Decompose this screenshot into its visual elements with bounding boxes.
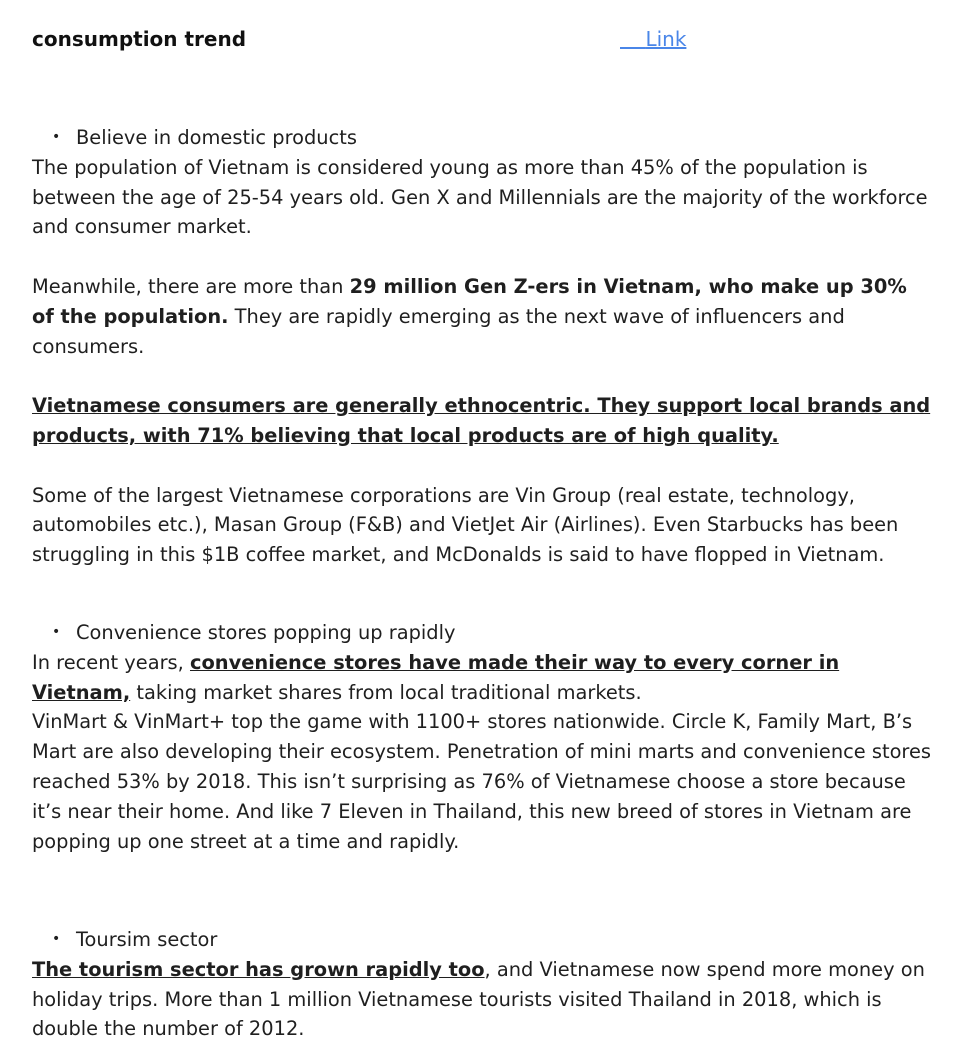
paragraph-ethnocentric <box>32 391 932 451</box>
bullet-convenience-stores: • Convenience stores popping up rapidly <box>32 618 932 648</box>
ethnocentric-highlight: Vietnamese consumers are generally ethnocentric. They support local brands and products, with 71% believing that local products are of high quality. <box>32 394 931 447</box>
gen-z-text-pre: Meanwhile, there are more than <box>32 274 350 298</box>
paragraph-corporations: Some of the largest Vietnamese corporations are Vin Group (real estate, technology, automobiles etc.), Masan Group (F&B) and VietJet Air (Airlines). Even Starbucks has been struggling in this $1B coffee market, and McDonalds is said to have flopped in Vietnam. <box>32 483 899 567</box>
gen-z-text-post: They are rapidly emerging as the next wave of influencers and consumers. <box>32 304 845 358</box>
link[interactable] <box>620 27 686 51</box>
document-body <box>32 123 932 1044</box>
gen-z-highlight: 29 million Gen Z-ers in Vietnam, who make up 30% of the population. <box>32 274 907 328</box>
convenience-text-post: taking market shares from local traditional markets. <box>130 680 642 704</box>
paragraph-convenience-stores <box>32 648 932 708</box>
tourism-highlight: The tourism sector has grown rapidly too <box>32 957 485 981</box>
paragraph-tourism <box>32 955 932 1044</box>
paragraph-gen-z <box>32 272 932 361</box>
convenience-highlight: convenience stores have made their way to every corner in Vietnam, <box>32 650 840 704</box>
bullet-tourism-sector: • Toursim sector <box>32 925 932 955</box>
convenience-text-pre: In recent years, <box>32 650 190 674</box>
paragraph-population: The population of Vietnam is considered young as more than 45% of the population is between the age of 25-54 years old. Gen X and Millennials are the majority of the workforce and consumer market. <box>32 155 928 239</box>
bullet-domestic-products: • Believe in domestic products <box>32 123 932 153</box>
paragraph-vinmart: VinMart & VinMart+ top the game with 1100+ stores nationwide. Circle K, Family Mart, B’s Mart are also developing their ecosystem. Penetration of mini marts and convenience stores reached 53% by 2018. This isn’t surprising as 76% of Vietnamese choose a store because it’s near their home. And like 7 Eleven in Thailand, this new breed of stores in Vietnam are popping up one street at a time and rapidly. <box>32 710 932 853</box>
tourism-text-post: , and Vietnamese now spend more money on holiday trips. More than 1 million Vietnamese tourists visited Thailand in 2018, which is double the number of 2012. <box>32 957 925 1041</box>
link-label[interactable]: Link <box>645 27 687 51</box>
page-title: consumption trend <box>32 27 247 51</box>
